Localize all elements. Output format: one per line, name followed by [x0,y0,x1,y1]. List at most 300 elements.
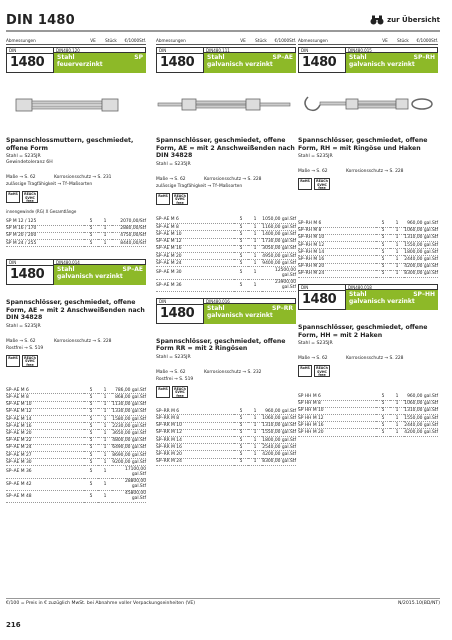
reference-row[interactable]: Maße → S. 62 Korrosionsschutz → S. 231 [6,175,112,180]
cell-dimension: SP M 24 / 255 [6,240,84,247]
cell-quantity: 5 [234,231,248,238]
article-box: DIN 1480 DIN480.016 Stahl SP–RR galvanisch verzinkt [156,298,296,324]
certification-badges [298,365,438,377]
reference-row[interactable]: Maße → S. 62 Korrosionsschutz → S. 228 [6,338,112,344]
table-row [156,451,296,458]
reach-badge: REACh SVHC free [172,386,188,398]
cell-dimension: SP–AE M 20 [6,430,84,437]
column-header: Abmessungen VE Stück €/1000Stf. [6,38,146,43]
cell-price: 1550,00 gal.Stf [404,242,438,248]
cell-dimension: SP–RR M 24 [156,458,234,465]
cell-quantity: 5 [234,422,248,429]
cell-quantity: 5 [376,415,390,422]
cell-quantity: 5 [376,429,390,436]
cell-dimension: SP–AE M 12 [156,238,234,245]
cell-quantity: 5 [84,401,98,408]
cell-price: 2070,00/Stf [112,218,146,225]
cell-price: 2230,00 gal.Stf [112,423,146,429]
cell-dimension: SP HH M 16 [298,422,376,429]
cell-quantity: 5 [376,234,390,241]
cell-dimension: SP–AE M 8 [6,394,84,401]
table-row [298,429,438,436]
page-number: 216 [6,621,21,629]
cell-quantity: 5 [84,430,98,437]
cell-quantity: 1 [98,437,112,444]
cell-price: 3050,00 gal.Stf [262,246,296,252]
article-number: DIN480.120 [54,47,146,53]
cell-quantity: 5 [84,444,98,451]
table-row [6,430,146,437]
cell-dimension: SP–RR M 16 [156,444,234,451]
cell-quantity: 1 [98,466,112,478]
cell-quantity: 1 [248,238,262,245]
cell-price: 960,00 gal.Stf [262,408,296,415]
cell-quantity: 1 [390,270,404,277]
table-row [298,407,438,414]
column-2: Abmessungen VE Stück €/1000Stf. DIN 1480 DIN480.111 Stahl SP–AE galvanisch verzinkt Spannschlösser, geschmiedet, offene Form, AE = mit 2 Anschweißenden nach DIN 34828 Stahl = S235JR Maße → S. 62 Korrosionsschutz → S. 228 zulässige Tragfähigkeit → Tf–Maßsorten RoHS REACh SVHC free SP–AE M 6 5 1 1050,00 gal.Stf SP–AE M 8 5 1 1160,00 gal.Stf SP–AE M 10 5 1 1400,00 gal.Stf SP–AE M 12 5 1 1730,00 gal.Stf SP–AE M 16 5 1 3050,00 gal.Stf SP–AE M 20 5 1 4950,00 gal.Stf SP–AE M 24 5 1 9400,00 gal.Stf SP–AE M 30 5 1 12500,00 gal.Stf SP–AE M 36 5 1 23900,00 gal.Stf DIN 1480 DIN480.016 Stahl SP–RR galvanisch verzinkt Spannschlösser, geschmiedet, offene Form RR = mit 2 Ringösen Stahl = S235JR Maße → S. 62 Korrosionsschutz → S. 232 Rostfrei → S. 519 RoHS REACh SVHC free SP–RR M 6 5 1 960,00 gal.Stf SP–RR M 8 5 1 1060,00 gal.Stf SP–RR M 10 5 1 1310,00 gal.Stf SP–RR M 12 5 1 1550,00 gal.Stf SP–RR M 14 5 1 1800,00 gal.Stf SP–RR M 16 5 1 2540,00 gal.Stf SP–RR M 20 5 1 4200,00 gal.Stf SP–RR M 24 5 1 8300,00 gal.Stf [156,38,296,465]
table-row [6,451,146,458]
cell-quantity: 5 [234,267,248,279]
cell-quantity: 1 [98,232,112,239]
reference-row[interactable]: Maße → S. 62 Korrosionsschutz → S. 228 [298,356,404,361]
cell-quantity: 5 [376,242,390,249]
column-1: Abmessungen VE Stück €/1000Stf. DIN 1480 DIN480.120 Stahl SP feuerverzinkt Spannschlossmuttern, geschmiedet, offene Form Stahl = S235JR Gewindetoleranz 6H Maße → S. 62 Korrosionsschutz → S. 231 zulässige Tragfähigkeit → Tf–Maßsorten RoHS REACh SVHC free innengewinde (RG) X Gesamtlänge SP M 12 / 125 5 1 2070,00/Stf SP M 16 / 170 5 1 2880,00/Stf SP M 20 / 200 5 1 4750,00/Stf SP M 24 / 255 5 1 8440,00/Stf DIN 1480 DIN480.014 Stahl SP–AE galvanisch verzinkt Spannschlösser, geschmiedet, offene Form, AE = mit 2 Anschweißenden nach DIN 34828 Stahl = S235JR Maße → S. 62 Korrosionsschutz → S. 228 Rostfrei → S. 519 RoHS REACh SVHC free SP–AE M 6 5 1 786,00 gal.Stf SP–AE M 8 5 1 868,00 gal.Stf SP–AE M 10 5 1 1130,00 gal.Stf SP–AE M 12 5 1 1330,00 gal.Stf SP–AE M 14 5 1 1580,00 gal.Stf SP–AE M 16 5 1 2230,00 gal.Stf SP–AE M 20 5 1 3650,00 gal.Stf SP–AE M 22 5 1 4800,00 gal.Stf SP–AE M 24 5 1 6490,00 gal.Stf SP–AE M 27 5 1 8690,00 gal.Stf SP–AE M 30 5 1 9200,00 gal.Stf SP–AE M 36 5 1 17100,00 gal.Stf SP–AE M 42 5 1 28800,00 gal.Stf SP–AE M 48 5 1 45800,00 gal.Stf [6,38,146,502]
product-title: Spannschlösser, geschmiedet, offene Form, HH = mit 2 Haken [298,324,428,339]
cell-quantity: 1 [390,400,404,407]
cell-quantity: 1 [248,252,262,259]
cell-quantity: 1 [98,225,112,232]
cell-quantity: 5 [376,256,390,263]
cell-quantity: 5 [84,423,98,430]
product-image [298,77,438,133]
certification-badges [156,193,296,205]
table-row [6,401,146,408]
rohs-badge: RoHS [298,365,312,377]
din-number: 1480 [302,55,337,70]
reach-badge: REACh SVHC free [314,365,330,377]
cell-dimension: SP–AE M 10 [156,231,234,238]
cell-quantity: 5 [234,252,248,259]
cell-price: 4750,00/Stf [112,232,146,239]
cell-dimension: SP HH M 6 [298,393,376,400]
din-number: 1480 [160,305,195,321]
table-row [156,458,296,465]
cell-quantity: 1 [98,423,112,430]
table-row [298,256,438,263]
table-row [298,220,438,227]
cell-price: 8300,00 gal.Stf [262,459,296,465]
product-image [6,77,146,133]
table-row [6,218,146,225]
cell-quantity: 1 [98,478,112,490]
certification-badges [6,355,146,367]
reference-row[interactable]: Maße → S. 62 Korrosionsschutz → S. 232 [156,369,262,375]
article-number: DIN480.014 [54,259,146,265]
cell-price: 960,00 gal.Stf [404,393,438,400]
cell-dimension: SP–RH M 16 [298,256,376,263]
cell-price: 1050,00 gal.Stf [262,217,296,223]
cell-price: 1800,00 gal.Stf [262,437,296,443]
cell-price: 1160,00 gal.Stf [262,224,296,230]
product-title: Spannschlösser, geschmiedet, offene Form, RH = mit Ringöse und Haken [298,137,428,152]
cell-dimension: SP–AE M 12 [6,408,84,415]
cell-quantity: 1 [248,451,262,458]
din-number: 1480 [302,292,337,307]
cell-dimension: SP–AE M 6 [6,387,84,394]
cell-dimension: SP–RH M 6 [298,220,376,227]
product-title: Spannschlösser, geschmiedet, offene Form RR = mit 2 Ringösen [156,337,286,353]
cell-quantity: 1 [390,393,404,400]
table-row [298,234,438,241]
header-divider [6,30,440,32]
rohs-badge: RoHS [156,386,170,398]
cell-quantity: 5 [234,429,248,436]
cell-quantity: 1 [248,267,262,279]
cell-price: 1310,00 gal.Stf [404,408,438,414]
cell-quantity: 1 [248,260,262,267]
table-row [298,263,438,270]
table-row [156,260,296,267]
cell-price: 8440,00/Stf [112,240,146,247]
cell-price: 1060,00 gal.Stf [404,401,438,407]
table-row [156,408,296,415]
cell-quantity: 1 [390,407,404,414]
article-box: DIN 1480 DIN480.018 Stahl SP–HH galvanisch verzinkt [298,284,438,310]
cell-quantity: 5 [84,466,98,478]
reach-badge: REACh SVHC free [314,178,330,190]
cell-quantity: 5 [234,408,248,415]
rohs-badge: RoHS [6,191,20,203]
cell-dimension: SP–RR M 12 [156,429,234,436]
rohs-badge: RoHS [298,178,312,190]
cell-price: 1310,00 gal.Stf [404,235,438,241]
cell-price: 1550,00 gal.Stf [262,430,296,436]
cell-price: 17100,00 gal.Stf [112,466,146,478]
table-row [298,400,438,407]
cell-price: 1330,00 gal.Stf [112,409,146,415]
cell-quantity: 1 [98,218,112,225]
cell-price: 8300,00 gal.Stf [404,271,438,277]
table-row [298,249,438,256]
cell-dimension: SP–AE M 16 [6,423,84,430]
cell-quantity: 1 [390,415,404,422]
table-row [6,394,146,401]
cell-quantity: 1 [390,234,404,241]
cell-price: 786,00 gal.Stf [112,387,146,394]
cell-quantity: 5 [84,459,98,466]
overview-link[interactable] [370,15,440,25]
cell-quantity: 1 [98,459,112,466]
cell-dimension: SP–AE M 24 [156,260,234,267]
cell-quantity: 1 [248,231,262,238]
table-row [298,422,438,429]
cell-quantity: 1 [248,429,262,436]
cell-quantity: 5 [234,444,248,451]
cell-dimension: SP–RR M 8 [156,415,234,422]
table-row [6,408,146,415]
cell-dimension: SP–RR M 20 [156,451,234,458]
cell-quantity: 5 [234,436,248,443]
table-row [6,423,146,430]
cell-quantity: 1 [248,217,262,224]
cell-quantity: 1 [98,387,112,394]
cell-quantity: 1 [390,256,404,263]
cell-price: 4200,00 gal.Stf [404,264,438,270]
cell-price: 1310,00 gal.Stf [262,423,296,429]
reach-badge: REACh SVHC free [172,193,188,205]
column-header: Abmessungen VE Stück €/1000Stf. [298,38,438,43]
price-table [298,220,438,278]
cell-quantity: 1 [98,416,112,423]
cell-price: 8690,00 gal.Stf [112,452,146,458]
cell-quantity: 5 [84,387,98,394]
table-row [6,232,146,239]
table-row [156,231,296,238]
overview-label: zur Übersicht [387,16,440,24]
cell-quantity: 1 [248,444,262,451]
table-row [298,393,438,400]
cell-quantity: 1 [390,220,404,227]
cell-quantity: 1 [390,429,404,436]
cell-price: 9200,00 gal.Stf [112,459,146,465]
cell-dimension: SP M 12 / 125 [6,218,84,225]
cell-quantity: 1 [390,249,404,256]
cell-quantity: 5 [234,451,248,458]
cell-quantity: 5 [376,263,390,270]
cell-price: 2540,00 gal.Stf [262,444,296,450]
table-row [6,387,146,394]
table-row [6,240,146,247]
cell-dimension: SP–AE M 20 [156,252,234,259]
cell-price: 4200,00 gal.Stf [404,430,438,436]
footer-divider [6,598,440,599]
cell-quantity: 5 [84,490,98,502]
cell-dimension: SP–AE M 16 [156,245,234,252]
cell-quantity: 1 [390,422,404,429]
cell-price: 2440,00 gal.Stf [404,257,438,263]
cell-dimension: SP–RH M 24 [298,270,376,277]
cell-dimension: SP HH M 8 [298,400,376,407]
product-image [156,77,296,133]
cell-dimension: SP–AE M 24 [6,444,84,451]
table-row [156,224,296,231]
cell-quantity: 1 [248,408,262,415]
din-number: 1480 [10,267,45,283]
cell-dimension: SP–AE M 36 [6,466,84,478]
cell-quantity: 5 [376,400,390,407]
cell-quantity: 1 [98,394,112,401]
table-row [156,436,296,443]
cell-price: 868,00 gal.Stf [112,394,146,401]
reach-badge: REACh SVHC free [22,191,38,203]
cell-dimension: SP–RH M 12 [298,242,376,249]
price-table [156,217,296,292]
cell-dimension: SP HH M 10 [298,407,376,414]
cell-price: 9400,00 gal.Stf [262,260,296,266]
cell-price: 2880,00/Stf [112,225,146,232]
article-box: DIN 1480 DIN480.111 Stahl SP–AE galvanisch verzinkt [156,47,296,73]
table-row [156,279,296,291]
cell-dimension: SP–AE M 10 [6,401,84,408]
cell-dimension: SP HH M 12 [298,415,376,422]
cell-price: 28800,00 gal.Stf [112,478,146,490]
table-row [298,242,438,249]
table-row [156,415,296,422]
reference-row[interactable]: Maße → S. 62 Korrosionsschutz → S. 228 [156,176,262,182]
article-box: DIN 1480 DIN480.120 Stahl SP feuerverzinkt [6,47,146,73]
table-caption: innengewinde (RG) X Gesamtlänge [6,209,77,214]
cell-quantity: 5 [234,279,248,291]
cell-quantity: 1 [248,422,262,429]
table-row [6,466,146,478]
cell-dimension: SP–RH M 14 [298,249,376,256]
table-row [298,415,438,422]
cell-quantity: 5 [234,217,248,224]
cell-price: 1060,00 gal.Stf [262,415,296,421]
article-number: DIN480.111 [204,47,296,53]
cell-quantity: 1 [248,224,262,231]
product-title: Spannschlossmuttern, geschmiedet, offene Form [6,137,134,152]
cell-quantity: 5 [84,408,98,415]
cell-quantity: 5 [376,422,390,429]
cell-quantity: 5 [376,270,390,277]
cell-dimension: SP–AE M 30 [156,267,234,279]
cell-quantity: 1 [98,444,112,451]
cell-price: 1550,00 gal.Stf [404,415,438,421]
cell-quantity: 5 [376,227,390,234]
cell-quantity: 5 [234,238,248,245]
table-row [6,478,146,490]
article-box: DIN 1480 DIN480.015 Stahl SP–RH galvanisch verzinkt [298,47,438,73]
cell-dimension: SP–AE M 48 [6,490,84,502]
cell-dimension: SP–RR M 14 [156,436,234,443]
footer-note: €/100 = Preis in € zuzüglich MwSt. bei Abnahme voller Verpackungseinheiten (VE) [6,601,196,606]
cell-dimension: SP–AE M 30 [6,459,84,466]
cell-quantity: 1 [390,227,404,234]
page-title: DIN 1480 [6,13,75,28]
rohs-badge: RoHS [6,355,20,367]
cell-price: 4200,00 gal.Stf [262,451,296,457]
cell-quantity: 1 [248,245,262,252]
cell-price: 4800,00 gal.Stf [112,438,146,444]
price-table [6,218,146,247]
table-row [156,429,296,436]
table-row [6,490,146,502]
cell-dimension: SP–AE M 36 [156,279,234,291]
cell-quantity: 5 [234,245,248,252]
cell-quantity: 5 [376,220,390,227]
table-row [156,217,296,224]
cell-quantity: 5 [234,415,248,422]
cell-quantity: 5 [234,260,248,267]
cell-price: 12500,00 gal.Stf [262,267,296,279]
cell-dimension: SP–RR M 10 [156,422,234,429]
cell-dimension: SP–RH M 10 [298,234,376,241]
table-row [298,227,438,234]
cell-quantity: 5 [84,218,98,225]
cell-price: 4950,00 gal.Stf [262,253,296,259]
price-table [156,408,296,466]
cell-price: 6490,00 gal.Stf [112,445,146,451]
cell-quantity: 1 [248,415,262,422]
cell-quantity: 5 [376,407,390,414]
cell-price: 1730,00 gal.Stf [262,239,296,245]
cell-price: 960,00 gal.Stf [404,220,438,227]
cell-dimension: SP–RR M 6 [156,408,234,415]
cell-quantity: 1 [248,458,262,465]
column-header: Abmessungen VE Stück €/1000Stf. [156,38,296,43]
cell-dimension: SP–RH M 20 [298,263,376,270]
cell-quantity: 1 [98,401,112,408]
cell-dimension: SP M 20 / 200 [6,232,84,239]
cell-price: 1400,00 gal.Stf [262,231,296,237]
article-number: DIN480.015 [346,47,438,53]
din-number: 1480 [10,55,45,70]
cell-quantity: 5 [84,240,98,247]
binoculars-icon [370,15,384,25]
table-row [298,270,438,277]
cell-price: 1130,00 gal.Stf [112,402,146,408]
cell-price: 45800,00 gal.Stf [112,490,146,502]
cell-quantity: 5 [376,393,390,400]
certification-badges [6,191,146,203]
cell-dimension: SP–AE M 8 [156,224,234,231]
article-box: DIN 1480 DIN480.014 Stahl SP–AE galvanisch verzinkt [6,259,146,285]
product-title: Spannschlösser, geschmiedet, offene Form, AE = mit 2 Anschweißenden nach DIN 34828 [6,299,145,322]
table-row [156,267,296,279]
table-row [6,225,146,232]
cell-quantity: 5 [84,437,98,444]
cell-quantity: 1 [390,242,404,249]
cell-dimension: SP HH M 20 [298,429,376,436]
article-number: DIN480.018 [346,284,438,290]
article-number: DIN480.016 [204,298,296,304]
table-row [156,444,296,451]
cell-dimension: SP–RH M 8 [298,227,376,234]
rohs-badge: RoHS [156,193,170,205]
cell-quantity: 5 [84,451,98,458]
cell-dimension: SP–AE M 22 [6,437,84,444]
cell-price: 1580,00 gal.Stf [112,416,146,422]
cell-price: 1060,00 gal.Stf [404,228,438,234]
table-row [6,416,146,423]
cell-quantity: 5 [84,225,98,232]
table-row [156,422,296,429]
cell-quantity: 5 [84,416,98,423]
cell-quantity: 5 [234,458,248,465]
cell-quantity: 5 [84,478,98,490]
cell-quantity: 1 [98,430,112,437]
cell-dimension: SP–AE M 6 [156,217,234,224]
price-table [6,387,146,503]
column-3: Abmessungen VE Stück €/1000Stf. DIN 1480 DIN480.015 Stahl SP–RH galvanisch verzinkt Spannschlösser, geschmiedet, offene Form, RH = mit Ringöse und Haken Stahl = S235JR Maße → S. 62 Korrosionsschutz → S. 228 RoHS REACh SVHC free SP–RH M 6 5 1 960,00 gal.Stf SP–RH M 8 5 1 1060,00 gal.Stf SP–RH M 10 5 1 1310,00 gal.Stf SP–RH M 12 5 1 1550,00 gal.Stf SP–RH M 14 5 1 1800,00 gal.Stf SP–RH M 16 5 1 2440,00 gal.Stf SP–RH M 20 5 1 4200,00 gal.Stf SP–RH M 24 5 1 8300,00 gal.Stf DIN 1480 DIN480.018 Stahl SP–HH galvanisch verzinkt Spannschlösser, geschmiedet, offene Form, HH = mit 2 Haken Stahl = S235JR Maße → S. 62 Korrosionsschutz → S. 228 RoHS REACh SVHC free SP HH M 6 5 1 960,00 gal.Stf SP HH M 8 5 1 1060,00 gal.Stf SP HH M 10 5 1 1310,00 gal.Stf SP HH M 12 5 1 1550,00 gal.Stf SP HH M 16 5 1 2440,00 gal.Stf SP HH M 20 5 1 4200,00 gal.Stf [298,38,438,436]
table-row [156,238,296,245]
cell-price: 1800,00 gal.Stf [404,249,438,255]
cell-dimension: SP–AE M 27 [6,451,84,458]
cell-dimension: SP–AE M 42 [6,478,84,490]
footer-code: N/2015.10(BD/NT) [397,601,440,606]
cell-price: 3650,00 gal.Stf [112,430,146,436]
cell-price: 23900,00 gal.Stf [262,279,296,291]
certification-badges [298,178,438,190]
cell-quantity: 1 [248,436,262,443]
cell-quantity: 1 [98,490,112,502]
cell-quantity: 1 [390,263,404,270]
table-row [6,459,146,466]
reach-badge: REACh SVHC free [22,355,38,367]
reference-row[interactable]: Maße → S. 62 Korrosionsschutz → S. 228 [298,169,404,174]
certification-badges [156,386,296,398]
